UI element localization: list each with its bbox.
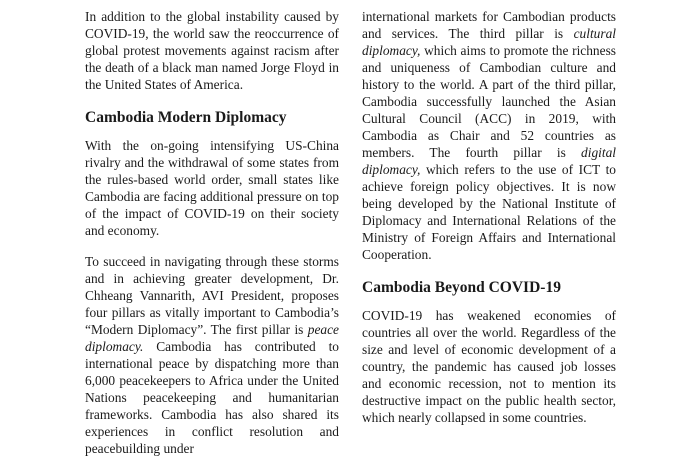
- pillars-continued-paragraph: [362, 8, 616, 263]
- covid-impact-paragraph: COVID-19 has weakened economies of countries all over the world. Regardless of the size and level of economic development of a country, the pandemic has caused job losses and economic recession, not to mention its destructive impact on the public health sector, which nearly collapsed in some countries.: [362, 308, 616, 425]
- text-run: Cambodia has contributed to international peace by dispatching more than 6,000 peacekeepers to Africa under the United Nations peacekeeping and humanitarian frameworks. Cambodia has also shared its experiences in conflict resolution and peacebuilding under: [85, 339, 339, 456]
- text-run: To succeed in navigating through these storms and in achieving greater development, Dr. Chheang Vannarith, AVI President, proposes four pillars as vitally important to Cambodia’s “Modern Diplomacy”. The first pillar is: [85, 254, 339, 337]
- text-run: which aims to promote the richness and uniqueness of Cambodian culture and history to the world. A part of the third pillar, Cambodia successfully launched the Asian Cultural Council (ACC) in 2019, with Cambodia as Chair and 52 countries as members. The fourth pillar is: [362, 43, 616, 160]
- intro-paragraph: In addition to the global instability caused by COVID-19, the world saw the reoccurrence of global protest movements against racism after the death of a black man named Jorge Floyd in the United States of America.: [85, 9, 339, 92]
- emphasis-cultural-diplomacy: cultural diplomacy,: [362, 26, 616, 58]
- text-run: international markets for Cambodian products and services. The third pillar is: [362, 9, 616, 41]
- emphasis-peace-diplomacy: peace diplomacy.: [85, 322, 339, 354]
- right-column: [362, 8, 616, 440]
- left-column: [85, 8, 339, 471]
- rivalry-paragraph: With the on-going intensifying US-China rivalry and the withdrawal of some states from the rules-based world order, small states like Cambodia are facing additional pressure on top of the impact of COVID-19 on their society and economy.: [85, 138, 339, 238]
- emphasis-digital-diplomacy: digital diplomacy,: [362, 145, 616, 177]
- section-heading-beyond-covid: Cambodia Beyond COVID-19: [362, 279, 561, 296]
- four-pillars-paragraph: [85, 253, 339, 457]
- text-run: which refers to the use of ICT to achieve foreign policy objectives. It is now being developed by the National Institute of Diplomacy and International Relations of the Ministry of Foreign Affairs and International Cooperation.: [362, 162, 616, 262]
- section-heading-modern-diplomacy: Cambodia Modern Diplomacy: [85, 109, 287, 126]
